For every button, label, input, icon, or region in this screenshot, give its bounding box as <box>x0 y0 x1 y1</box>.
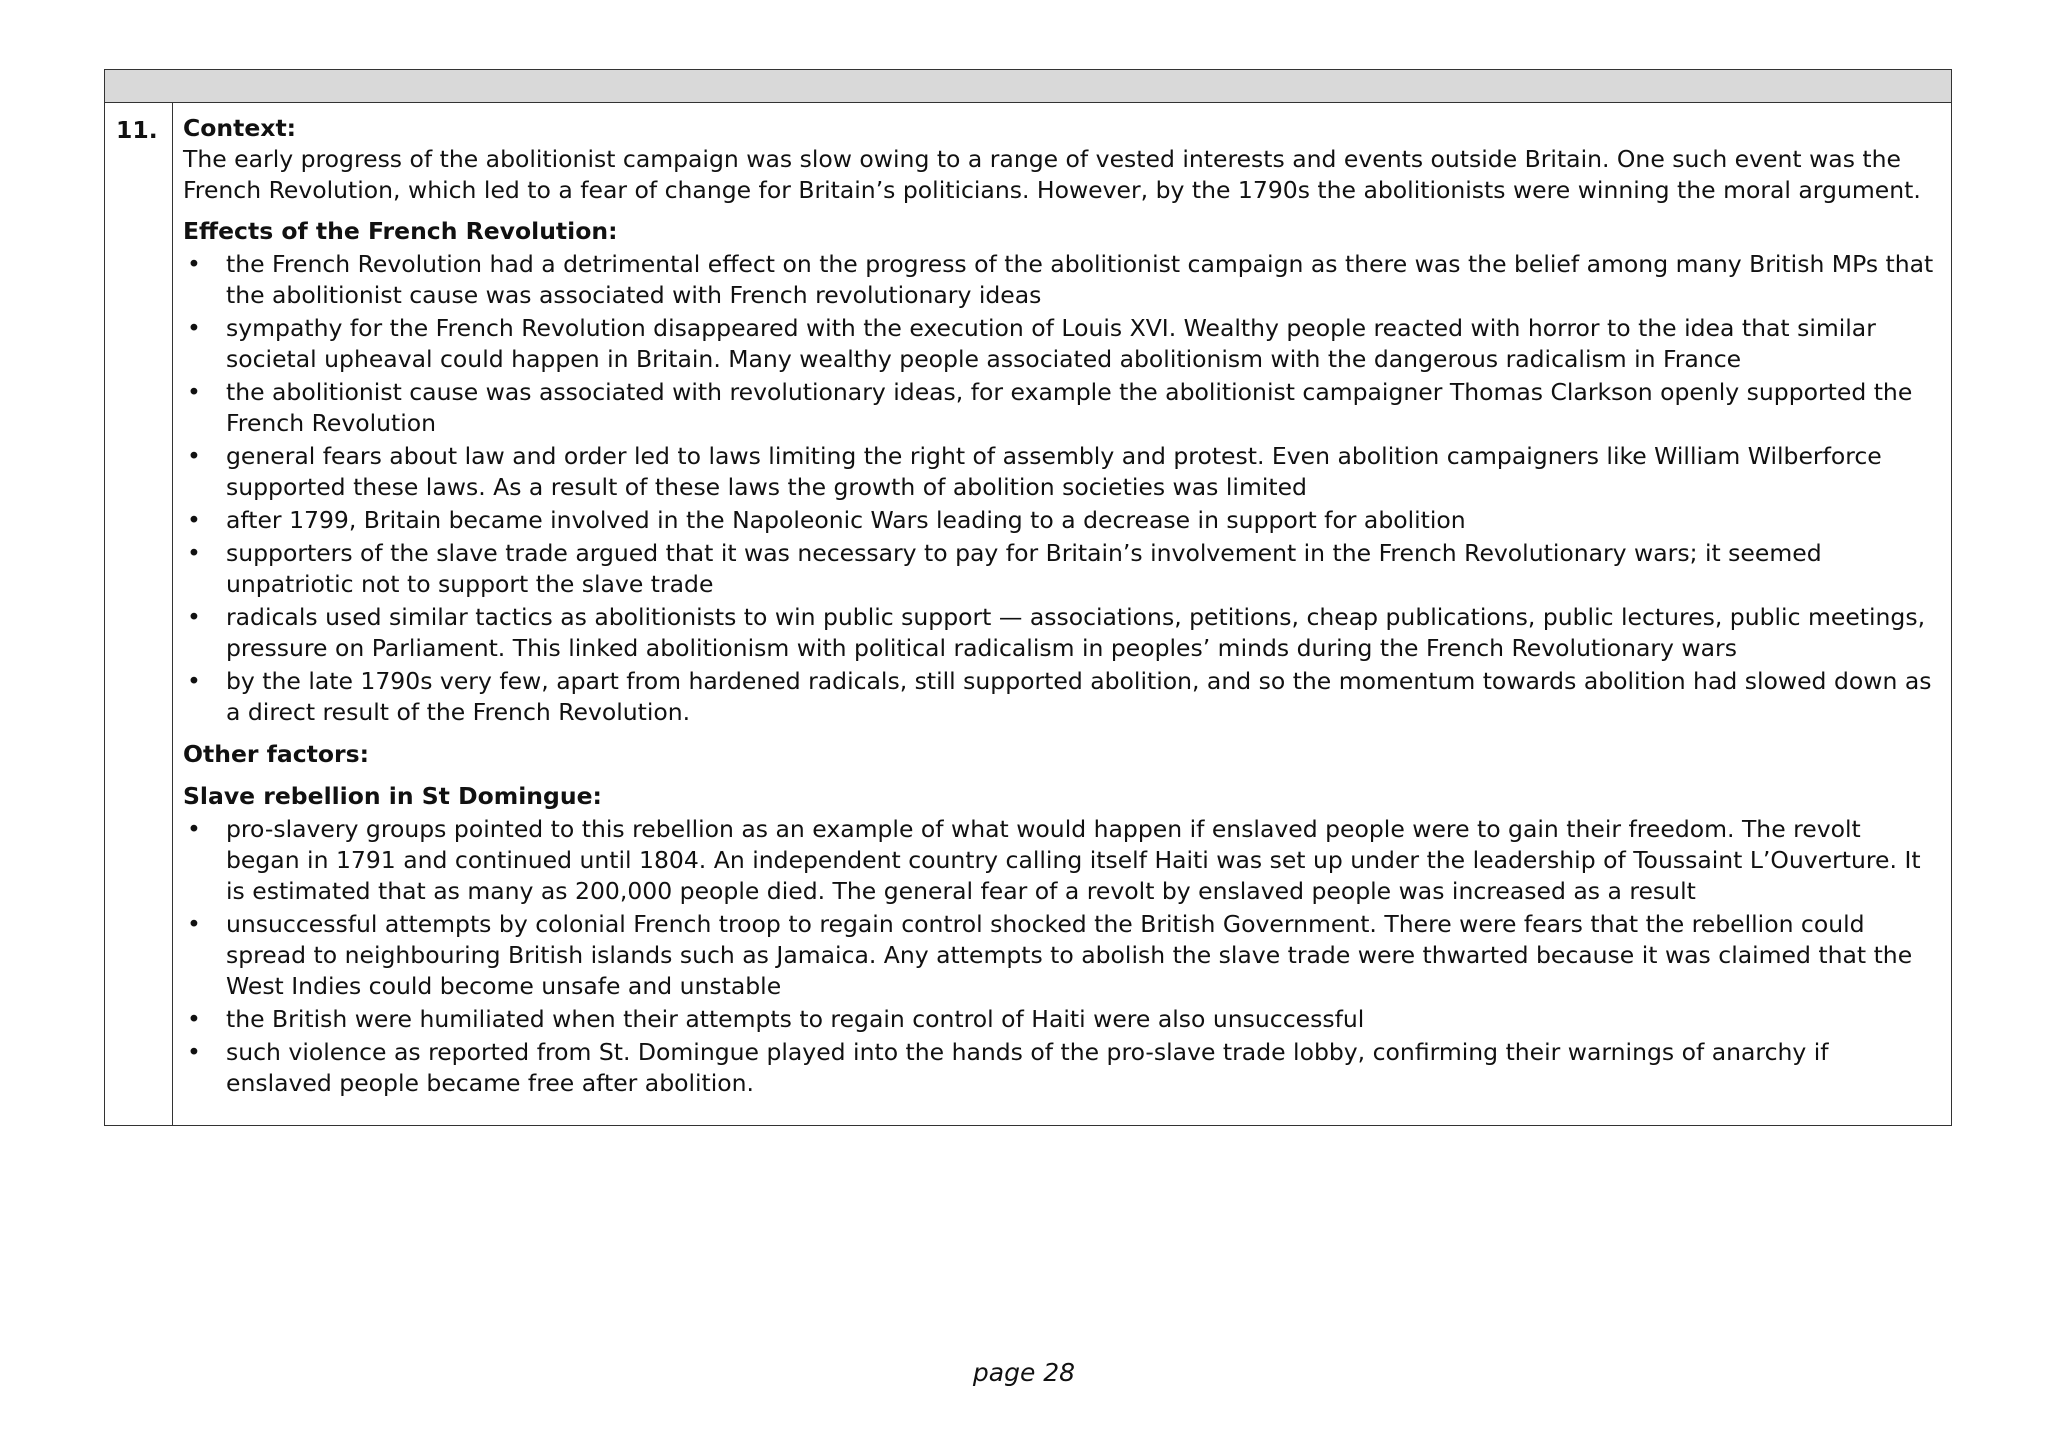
question-number: 11. <box>105 103 173 1125</box>
page-number: page 28 <box>972 1358 1076 1387</box>
table-header-bar <box>105 70 1951 103</box>
bullet-text: pro-slavery groups pointed to this rebellion as an example of what would happen if enslaved people were to gain their freedom. The revolt began in 1791 and continued until 1804. An independent country calling itself Haiti was set up under the leadership of Toussaint L’Ouverture. It is estimated that as many as 200,000 people died. The general fear of a revolt by enslaved people was increased as a result <box>226 815 1921 905</box>
bullet-icon: • <box>187 378 201 406</box>
bullet-icon: • <box>187 506 201 534</box>
bullet-icon: • <box>187 314 201 342</box>
bullet-text: the British were humiliated when their attempts to regain control of Haiti were also unsuccessful <box>226 1005 1365 1033</box>
list-item <box>183 909 1935 1002</box>
bullet-icon: • <box>187 603 201 631</box>
list-item <box>183 814 1935 907</box>
bullet-icon: • <box>187 667 201 695</box>
context-heading: Context: <box>183 114 297 142</box>
bullet-text: by the late 1790s very few, apart from hardened radicals, still supported abolition, and so the momentum towards abolition had slowed down as a direct result of the French Revolution. <box>226 667 1932 726</box>
bullet-text: unsuccessful attempts by colonial French troop to regain control shocked the British Government. There were fears that the rebellion could spread to neighbouring British islands such as Jamaica. Any attempts to abolish the slave trade were thwarted because it was claimed that the West Indies could become unsafe and unstable <box>226 910 1913 1000</box>
other-factors-heading: Other factors: <box>183 740 370 768</box>
bullet-text: sympathy for the French Revolution disappeared with the execution of Louis XVI. Wealthy people reacted with horror to the idea that similar societal upheaval could happen in Britain. Many wealthy people associated abolitionism with the dangerous radicalism in France <box>226 314 1876 373</box>
french-revolution-heading: Effects of the French Revolution: <box>183 217 618 245</box>
bullet-icon: • <box>187 442 201 470</box>
bullet-text: supporters of the slave trade argued that it was necessary to pay for Britain’s involvement in the French Revolutionary wars; it seemed unpatriotic not to support the slave trade <box>226 539 1822 598</box>
list-item <box>183 441 1935 503</box>
bullet-text: general fears about law and order led to laws limiting the right of assembly and protest. Even abolition campaigners like William Wilberforce supported these laws. As a result of these laws the growth of abolition societies was limited <box>226 442 1882 501</box>
bullet-icon: • <box>187 1005 201 1033</box>
bullet-text: the abolitionist cause was associated with revolutionary ideas, for example the abolitionist campaigner Thomas Clarkson openly supported the French Revolution <box>226 378 1913 437</box>
context-text: The early progress of the abolitionist campaign was slow owing to a range of vested interests and events outside Britain. One such event was the French Revolution, which led to a fear of change for Britain’s politicians. However, by the 1790s the abolitionists were winning the moral argument. <box>183 145 1921 204</box>
marking-table <box>104 69 1952 1126</box>
list-item <box>183 505 1935 536</box>
bullet-icon: • <box>187 539 201 567</box>
bullet-icon: • <box>187 815 201 843</box>
st-domingue-heading: Slave rebellion in St Domingue: <box>183 782 602 810</box>
list-item <box>183 602 1935 664</box>
bullet-text: radicals used similar tactics as abolitionists to win public support — associations, petitions, cheap publications, public lectures, public meetings, pressure on Parliament. This linked abolitionism with political radicalism in peoples’ minds during the French Revolutionary wars <box>226 603 1926 662</box>
bullet-text: after 1799, Britain became involved in the Napoleonic Wars leading to a decrease in support for abolition <box>226 506 1466 534</box>
list-item <box>183 377 1935 439</box>
bullet-text: such violence as reported from St. Domingue played into the hands of the pro-slave trade lobby, confirming their warnings of anarchy if enslaved people became free after abolition. <box>226 1038 1829 1097</box>
bullet-icon: • <box>187 1038 201 1066</box>
list-item <box>183 538 1935 600</box>
list-item <box>183 313 1935 375</box>
bullet-icon: • <box>187 910 201 938</box>
french-revolution-list <box>183 249 1935 728</box>
bullet-icon: • <box>187 250 201 278</box>
list-item <box>183 1037 1935 1099</box>
list-item <box>183 666 1935 728</box>
list-item <box>183 1004 1935 1035</box>
question-row <box>105 103 1951 1125</box>
answer-content <box>173 103 1951 1125</box>
list-item <box>183 249 1935 311</box>
bullet-text: the French Revolution had a detrimental effect on the progress of the abolitionist campaign as there was the belief among many British MPs that the abolitionist cause was associated with French revolutionary ideas <box>226 250 1934 309</box>
st-domingue-list <box>183 814 1935 1099</box>
